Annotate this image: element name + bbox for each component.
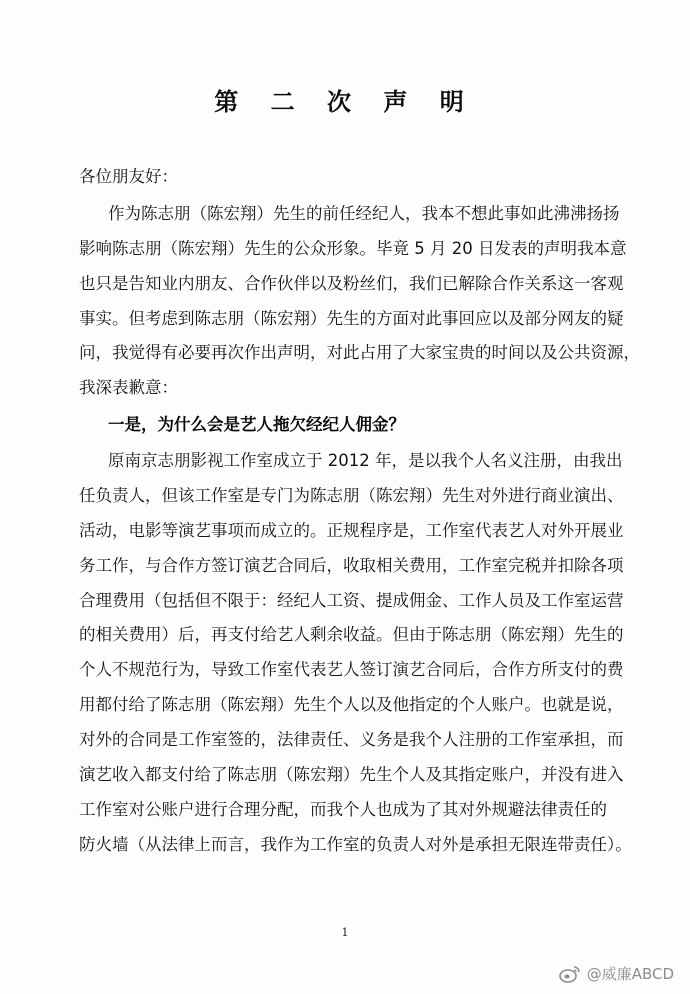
paragraph-line: 工作室对公账户进行合理分配，而我个人也成为了其对外规避法律责任的 [79,800,607,819]
paragraph-line: 也只是告知业内朋友、合作伙伴以及粉丝们，我们已解除合作关系这一客观 [79,274,624,293]
paragraph-line: 影响陈志朋（陈宏翔）先生的公众形象。毕竟 5 月 20 日发表的声明我本意 [79,239,627,258]
paragraph-line: 务工作，与合作方签订演艺合同后，收取相关费用，工作室完税并扣除各项 [79,556,624,575]
section-heading: 一是，为什么会是艺人拖欠经纪人佣金？ [108,415,405,434]
paragraph-line: 任负责人，但该工作室是专门为陈志朋（陈宏翔）先生对外进行商业演出、 [79,486,624,505]
paragraph-line: 问，我觉得有必要再次作出声明，对此占用了大家宝贵的时间以及公共资源， [79,343,640,362]
paragraph-line: 防火墙（从法律上而言，我作为工作室的负责人对外是承担无限连带责任）。 [79,835,632,854]
weibo-icon [559,965,581,983]
paragraph-line: 我深表歉意： [79,378,178,397]
paragraph-line: 作为陈志朋（陈宏翔）先生的前任经纪人，我本不想此事如此沸沸扬扬 [108,204,620,223]
watermark [559,963,674,984]
watermark-text: @威廉ABCD [586,965,674,983]
paragraph-line: 的相关费用）后，再支付给艺人剩余收益。但由于陈志朋（陈宏翔）先生的 [79,625,624,644]
page-number: 1 [341,926,349,939]
paragraph-line: 活动，电影等演艺事项而成立的。正规程序是，工作室代表艺人对外开展业 [79,521,624,540]
paragraph-line: 事实。但考虑到陈志朋（陈宏翔）先生的方面对此事回应以及部分网友的疑 [79,309,624,328]
document-title: 第 二 次 声 明 [214,87,476,116]
paragraph-line: 演艺收入都支付给了陈志朋（陈宏翔）先生个人及其指定账户，并没有进入 [79,765,624,784]
paragraph-line: 原南京志朋影视工作室成立于 2012 年，是以我个人名义注册，由我出 [108,451,623,470]
paragraph-line: 个人不规范行为，导致工作室代表艺人签订演艺合同后，合作方所支付的费 [79,660,624,679]
greeting: 各位朋友好： [79,167,178,186]
paragraph-line: 合理费用（包括但不限于：经纪人工资、提成佣金、工作人员及工作室运营 [79,591,624,610]
paragraph-line: 用都付给了陈志朋（陈宏翔）先生个人以及他指定的个人账户。也就是说， [79,695,624,714]
paragraph-line: 对外的合同是工作室签的，法律责任、义务是我个人注册的工作室承担，而 [79,730,624,749]
